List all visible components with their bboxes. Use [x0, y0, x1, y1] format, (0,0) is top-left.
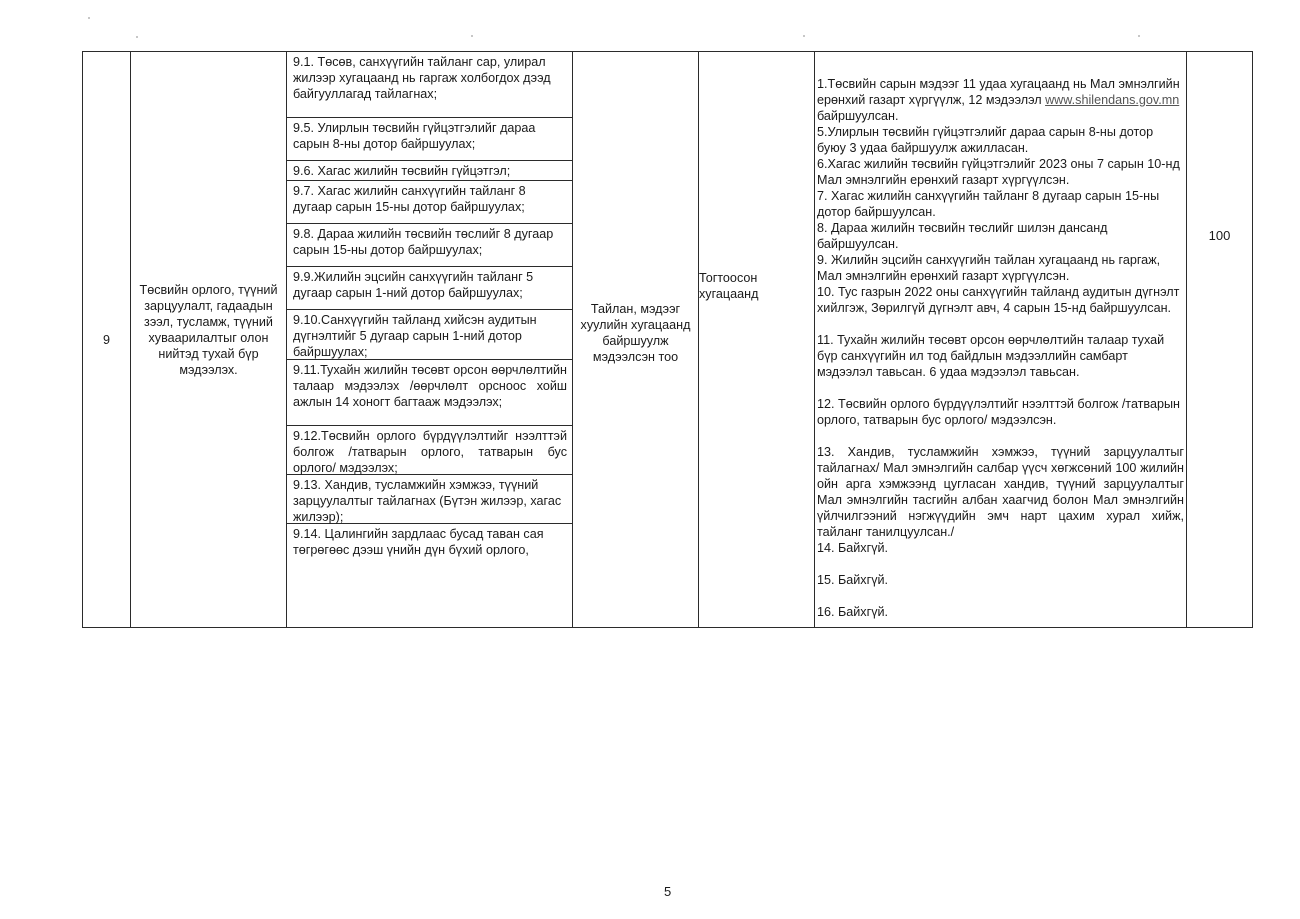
requirement-item: 9.12.Төсвийн орлого бүрдүүлэлтийг нээлттэй болгож /татварын орлого, татварын бус орлого/ мэдээлэх; — [287, 426, 572, 475]
scan-speck — [803, 35, 805, 37]
result-item: 16. Байхгүй. — [817, 604, 889, 619]
score-cell — [1187, 52, 1253, 628]
requirements-list — [287, 52, 572, 627]
shilendans-link[interactable]: www.shilendans.gov.mn — [1045, 92, 1180, 107]
requirements-cell — [287, 52, 573, 628]
result-item: 15. Байхгүй. — [817, 572, 889, 587]
result-item: 8. Дараа жилийн төсвийн төслийг шилэн дансанд байршуулсан. — [817, 220, 1108, 251]
result-item: 10. Тус газрын 2022 оны санхүүгийн тайланд аудитын дүгнэлт хийлгэж, Зөрилгүй дүгнэлт авч, 4 сарын 15-нд байршуулсан. — [817, 284, 1180, 315]
spacer — [817, 380, 1184, 396]
topic-text: Төсвийн орлого, түүний зарцуулалт, гадаадын зээл, тусламж, түүний хуваарилалтыг олон нийтэд тухай бүр мэдээлэх. — [139, 282, 278, 377]
requirement-item: 9.6. Хагас жилийн төсвийн гүйцэтгэл; — [287, 161, 572, 181]
deadline-cell — [699, 52, 815, 628]
result-item — [817, 76, 1184, 124]
result-item: 7. Хагас жилийн санхүүгийн тайланг 8 дугаар сарын 15-ны дотор байршуулсан. — [817, 188, 1160, 219]
requirement-item: 9.8. Дараа жилийн төсвийн төслийг 8 дугаар сарын 15-ны дотор байршуулах; — [287, 224, 572, 267]
scan-speck — [88, 17, 90, 19]
result-item: 9. Жилийн эцсийн санхүүгийн тайлан хугацаанд нь гаргаж, Мал эмнэлгийн ерөнхий газарт хүргүүлсэн. — [817, 252, 1161, 283]
result-item: 12. Төсвийн орлого бүрдүүлэлтийг нээлттэй болгож /татварын орлого, татварын бус орлого/ мэдээлсэн. — [817, 396, 1180, 427]
spacer — [817, 428, 1184, 444]
results-text — [815, 60, 1186, 620]
scan-speck — [136, 36, 138, 38]
results-cell — [815, 52, 1187, 628]
score-value: 100 — [1208, 228, 1231, 243]
requirement-item: 9.5. Улирлын төсвийн гүйцэтгэлийг дараа сарын 8-ны дотор байршуулах; — [287, 118, 572, 161]
requirement-item: 9.10.Санхүүгийн тайланд хийсэн аудитын дүгнэлтийг 5 дугаар сарын 1-ний дотор байршуулах; — [287, 310, 572, 360]
scan-speck — [1138, 35, 1140, 37]
row-number: 9 — [102, 332, 110, 347]
page-number: 5 — [664, 884, 672, 899]
result-item: 5.Улирлын төсвийн гүйцэтгэлийг дараа сарын 8-ны дотор буюу 3 удаа байршуулж ажилласан. — [817, 124, 1154, 155]
requirement-item: 9.14. Цалингийн зардлаас бусад таван сая төгрөгөөс дээш үнийн дүн бүхий орлого, — [293, 527, 544, 557]
topic-cell — [131, 52, 287, 628]
row-number-cell — [83, 52, 131, 628]
result-text: байршуулсан. — [817, 108, 899, 123]
result-item: 13. Хандив, тусламжийн хэмжээ, түүний зарцуулалтыг тайлагнах/ Мал эмнэлгийн салбар үүсч хөгжсөний 100 жилийн ойн арга хэмжээнд цугласан хандив, түүний зарцуулалтыг Мал эмнэлгийн тасгийн албан хаагчид болон Мал эмнэлгийн үйлчилгээний нэгжүүдийн эмч нарт цахим хурал хийж, тайланг танилцуулсан./ — [817, 444, 1184, 539]
requirement-item: 9.9.Жилийн эцсийн санхүүгийн тайланг 5 дугаар сарын 1-ний дотор байршуулах; — [287, 267, 572, 310]
requirement-item: 9.13. Хандив, тусламжийн хэмжээ, түүний зарцуулалтыг тайлагнах (Бүтэн жилээр, хагас жилээр); — [287, 475, 572, 524]
result-item: 11. Тухайн жилийн төсөвт орсон өөрчлөлтийн талаар тухай бүр санхүүгийн ил тод байдлын мэдээллийн самбарт мэдээлэл тавьсан. 6 удаа мэдээлэл тавьсан. — [817, 332, 1165, 379]
deadline-text: Тогтоосон хугацаанд — [699, 270, 759, 301]
spacer — [817, 556, 1184, 572]
requirement-item: 9.7. Хагас жилийн санхүүгийн тайланг 8 дугаар сарын 15-ны дотор байршуулах; — [287, 181, 572, 224]
report-table — [82, 51, 1253, 628]
result-item: 14. Байхгүй. — [817, 540, 889, 555]
spacer — [817, 588, 1184, 604]
result-text: 1.Төсвийн сарын мэдээг 11 удаа хугацаанд нь Мал эмнэлгийн ерөнхий газарт хүргүүлж, 12 мэдээлэл — [817, 76, 1180, 107]
requirement-item: 9.11.Тухайн жилийн төсөвт орсон өөрчлөлтийн талаар мэдээлэх /өөрчлөлт орсноос хойш ажлын 14 хоногт багтааж мэдээлэх; — [287, 360, 572, 426]
scan-speck — [471, 35, 473, 37]
result-item: 6.Хагас жилийн төсвийн гүйцэтгэлийг 2023 оны 7 сарын 10-нд Мал эмнэлгийн ерөнхий газарт хүргүүлсэн. — [817, 156, 1180, 187]
indicator-cell — [573, 52, 699, 628]
requirement-item: 9.1. Төсөв, санхүүгийн тайланг сар, улирал жилээр хугацаанд нь гаргаж холбогдох дээд байгууллагад тайлагнах; — [287, 52, 572, 118]
indicator-text: Тайлан, мэдээг хуулийн хугацаанд байршуулж мэдээлсэн тоо — [580, 301, 691, 364]
table-row — [83, 52, 1253, 628]
spacer — [817, 316, 1184, 332]
